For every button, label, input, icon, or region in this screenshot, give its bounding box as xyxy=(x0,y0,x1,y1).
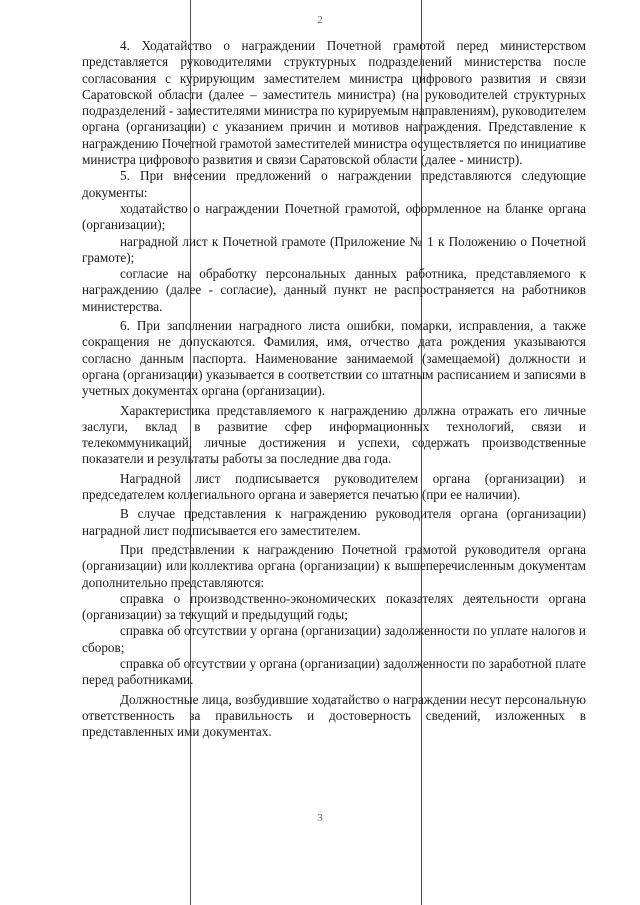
paragraph-characteristic: Характеристика представляемого к награждению должна отражать его личные заслуги, вклад в развитие сфер информационных технологий, связи и телекоммуникаций, личные достижения и успехи, содержать производственные показатели и результаты работы за последние два года. xyxy=(82,402,586,467)
paragraph-item-salary-certificate: справка об отсутствии у органа (организации) задолженности по заработной плате перед работниками. xyxy=(82,655,586,688)
paragraph-responsibility: Должностные лица, возбудившие ходатайство о награждении несут персональную ответственность за правильность и достоверность сведений, изложенных в представленных ими документах. xyxy=(82,691,586,740)
paragraph-head-case: В случае представления к награждению руководителя органа (организации) наградной лист подписывается его заместителем. xyxy=(82,506,586,538)
paragraph-4: 4. Ходатайство о награждении Почетной грамотой перед министерством представляется руководителями структурных подразделений министерства после согласования с курирующим заместителем министра цифрового развития и связи Саратовской области (далее – заместитель министра) (на руководителей структурных подразделений - заместителями министра по курируемым направлениям), руководителем органа (организации) с указанием причин и мотивов награждения. Представление к награждению Почетной грамотой заместителей министра осуществляется по инициативе министра цифрового развития и связи Саратовской области (далее - министр). xyxy=(82,38,587,168)
paragraph-5: 5. При внесении предложений о награждении представляются следующие документы: xyxy=(82,168,586,200)
paragraph-6: 6. При заполнении наградного листа ошибки, помарки, исправления, а также сокращения не допускаются. Фамилия, имя, отчество дата рождения указываются согласно данным паспорта. Наименование занимаемой (замещаемой) должности и органа (организации) указывается в соответствии со штатным расписанием и записями в учетных документах органа (организации). xyxy=(82,318,586,399)
document-body xyxy=(82,38,586,740)
paragraph-5-item-award-sheet: наградной лист к Почетной грамоте (Приложение № 1 к Положению о Почетной грамоте); xyxy=(82,233,586,265)
paragraph-item-tax-certificate: справка об отсутствии у органа (организации) задолженности по уплате налогов и сборов; xyxy=(82,623,586,655)
paragraph-item-economic-certificate: справка о производственно-экономических показателях деятельности органа (организации) за текущий и предыдущий годы; xyxy=(82,590,586,623)
page-number-bottom: 3 xyxy=(317,812,323,824)
paragraph-signature: Наградной лист подписывается руководителем органа (организации) и председателем коллегиального органа и заверяется печатью (при ее наличии). xyxy=(82,470,586,503)
paragraph-additional-docs: При представлении к награждению Почетной грамотой руководителя органа (организации) или коллектива органа (организации) к вышеперечисленным документам дополнительно представляются: xyxy=(82,541,586,590)
paragraph-5-item-consent: согласие на обработку персональных данных работника, представляемого к награждению (далее - согласие), данный пункт не распространяется на работников министерства. xyxy=(82,266,586,314)
page-number-top: 2 xyxy=(317,14,323,26)
paragraph-5-item-petition: ходатайство о награждении Почетной грамотой, оформленное на бланке органа (организации); xyxy=(82,200,586,233)
